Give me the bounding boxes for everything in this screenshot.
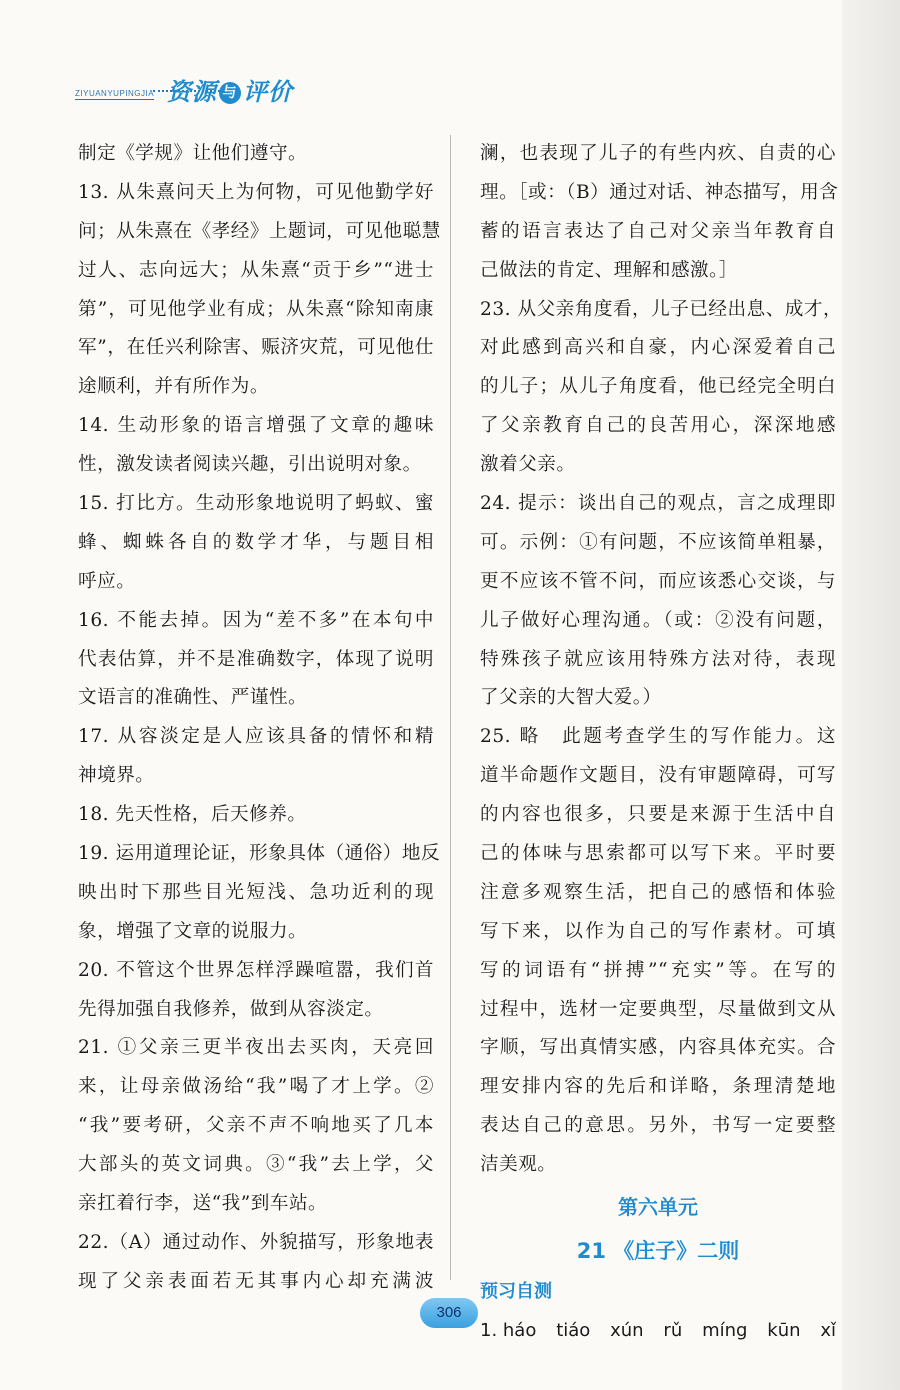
text-line: 己做法的肯定、理解和感激。］ — [480, 259, 739, 281]
pinyin-answer: rǔ — [663, 1320, 683, 1342]
right-column — [480, 135, 843, 1351]
text-line: 澜，也表现了儿子的有些内疚、自责的心 — [480, 143, 836, 164]
pinyin-answer: xǐ — [820, 1320, 836, 1342]
text-line: 蓄的语言表达了自己对父亲当年教育自 — [480, 220, 836, 242]
text-line: 15. 打比方。生动形象地说明了蚂蚁、蜜 — [78, 493, 434, 515]
header-title-amp: 与 — [219, 82, 241, 104]
text-line: 对此感到高兴和自豪，内心深爱着自己 — [480, 337, 836, 359]
pinyin-answer-line — [480, 1311, 836, 1351]
left-column — [78, 135, 441, 1302]
text-line: 洁美观。 — [480, 1154, 557, 1176]
header-title — [167, 72, 293, 107]
text-line: 儿子做好心理沟通。（或：②没有问题， — [480, 609, 836, 631]
text-line: 蜂、蜘蛛各自的数学才华，与题目相 — [78, 531, 434, 553]
text-line: 22.（A）通过动作、外貌描写，形象地表 — [78, 1231, 434, 1253]
text-line: 注意多观察生活，把自己的感悟和体验 — [480, 881, 836, 903]
text-line: 25. 略 此题考查学生的写作能力。这 — [480, 726, 836, 748]
text-line: 亲扛着行李，送“我”到车站。 — [78, 1193, 328, 1215]
text-line: 14. 生动形象的语言增强了文章的趣味 — [78, 415, 434, 437]
header-title-left: 资源 — [167, 78, 217, 106]
page-number: 306 — [420, 1298, 478, 1328]
text-line: 的儿子；从儿子角度看，他已经完全明白 — [480, 376, 836, 398]
text-line: 第”，可见他学业有成；从朱熹“除知南康 — [78, 298, 434, 320]
text-line: 道半命题作文题目，没有审题障碍，可写 — [480, 765, 836, 787]
text-line: 现了父亲表面若无其事内心却充满波 — [78, 1270, 434, 1292]
text-line: 来，让母亲做汤给“我”喝了才上学。② — [78, 1076, 434, 1098]
text-line: 21. ①父亲三更半夜出去买肉，天亮回 — [78, 1037, 434, 1059]
text-line: 20. 不管这个世界怎样浮躁喧嚣，我们首 — [78, 959, 434, 981]
text-line: 更不应该不管不问，而应该悉心交谈，与 — [480, 570, 836, 592]
page-edge — [842, 0, 900, 1390]
pinyin-answer: kūn — [767, 1320, 801, 1342]
header-pinyin: ZIYUANYUPINGJIA — [75, 89, 155, 98]
text-line: 性，激发读者阅读兴趣，引出说明对象。 — [78, 454, 422, 476]
text-line: 字顺，写出真情实感，内容具体充实。合 — [480, 1037, 836, 1059]
text-line: 16. 不能去掉。因为“差不多”在本句中 — [78, 609, 434, 631]
header-title-right: 评价 — [243, 78, 293, 106]
text-line: 13. 从朱熹问天上为何物，可见他勤学好 — [78, 181, 434, 203]
section-title: 预习自测 — [480, 1281, 552, 1303]
text-line: 的内容也很多，只要是来源于生活中自 — [480, 804, 836, 826]
pinyin-answer: xún — [610, 1320, 644, 1342]
text-line: 19. 运用道理论证，形象具体（通俗）地反 — [78, 843, 441, 865]
pinyin-answer: tiáo — [556, 1320, 591, 1342]
text-line: 激着父亲。 — [480, 454, 576, 476]
text-line: 大部头的英文词典。③“我”去上学，父 — [78, 1154, 434, 1176]
text-line: 象，增强了文章的说服力。 — [78, 920, 308, 942]
text-line: 18. 先天性格，后天修养。 — [78, 804, 307, 826]
text-line: 了父亲教育自己的良苦用心，深深地感 — [480, 415, 836, 437]
page-header — [75, 76, 335, 116]
text-line: 24. 提示：谈出自己的观点，言之成理即 — [480, 493, 836, 515]
text-line: 映出时下那些目光短浅、急功近利的现 — [78, 881, 434, 903]
pinyin-answer: míng — [702, 1320, 748, 1342]
text-line: 神境界。 — [78, 765, 155, 787]
unit-title: 第六单元 — [618, 1195, 698, 1220]
text-line: 理。［或：（B）通过对话、神态描写，用含 — [480, 181, 839, 203]
text-line: 问；从朱熹在《孝经》上题词，可见他聪慧 — [78, 220, 441, 242]
text-line: 军”，在任兴利除害、赈济灾荒，可见他仕 — [78, 337, 434, 359]
text-line: 代表估算，并不是准确数字，体现了说明 — [78, 648, 434, 670]
text-line: 写下来，以作为自己的写作素材。可填 — [480, 920, 836, 942]
text-line: 可。示例：①有问题，不应该简单粗暴， — [480, 531, 836, 553]
text-line: 呼应。 — [78, 570, 136, 592]
text-line: 己的体味与思索都可以写下来。平时要 — [480, 843, 836, 865]
lesson-title: 21 《庄子》二则 — [576, 1239, 740, 1264]
text-line: 文语言的准确性、严谨性。 — [78, 687, 308, 709]
text-line: 途顺利，并有所作为。 — [78, 376, 269, 398]
column-divider — [450, 135, 451, 1280]
text-line: 表达自己的意思。另外，书写一定要整 — [480, 1115, 836, 1137]
text-line: 过人、志向远大；从朱熹“贡于乡”“进士 — [78, 259, 434, 281]
text-line: 23. 从父亲角度看，儿子已经出息、成才， — [480, 298, 843, 320]
text-line: 了父亲的大智大爱。） — [480, 687, 662, 709]
text-line: 17. 从容淡定是人应该具备的情怀和精 — [78, 726, 434, 748]
text-line: 特殊孩子就应该用特殊方法对待，表现 — [480, 648, 836, 670]
text-line: 写的词语有“拼搏”“充实”等。在写的 — [480, 959, 836, 981]
text-line: 先得加强自我修养，做到从容淡定。 — [78, 998, 384, 1020]
pinyin-answer: 1. háo — [480, 1320, 537, 1342]
text-line: 理安排内容的先后和详略，条理清楚地 — [480, 1076, 836, 1098]
text-line: 制定《学规》让他们遵守。 — [78, 143, 308, 164]
text-line: 过程中，选材一定要典型，尽量做到文从 — [480, 998, 836, 1020]
text-line: “我”要考研，父亲不声不响地买了几本 — [78, 1115, 434, 1137]
